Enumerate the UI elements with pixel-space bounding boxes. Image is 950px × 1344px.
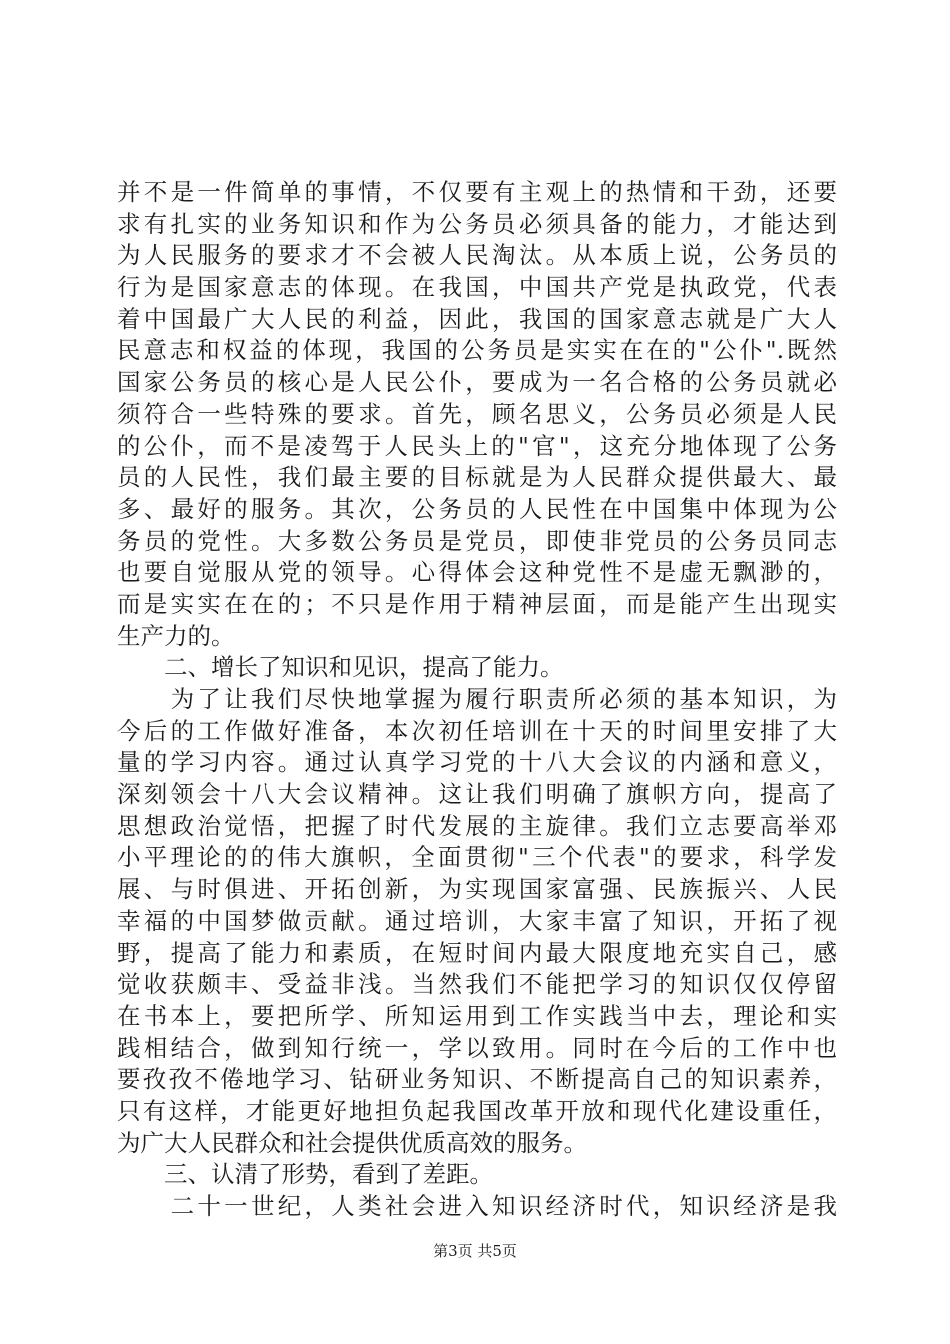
text-line: 只有这样，才能更好地担负起我国改革开放和现代化建设重任， bbox=[117, 1096, 837, 1125]
text-line: 深刻领会十八大会议精神。这让我们明确了旗帜方向，提高了 bbox=[117, 780, 837, 809]
text-line: 觉收获颇丰、受益非浅。当然我们不能把学习的知识仅仅停留 bbox=[117, 970, 837, 999]
text-line: 国家公务员的核心是人民公仆，要成为一名合格的公务员就必 bbox=[117, 368, 837, 397]
text-line: 为了让我们尽快地掌握为履行职责所必须的基本知识，为 bbox=[117, 685, 837, 713]
body-text bbox=[117, 177, 837, 1223]
text-line: 也要自觉服从党的领导。心得体会这种党性不是虚无飘渺的， bbox=[117, 558, 837, 587]
text-line: 员的人民性，我们最主要的目标就是为人民群众提供最大、最 bbox=[117, 463, 837, 492]
page-number: 第3页 共5页 bbox=[433, 1242, 517, 1260]
text-line: 民意志和权益的体现，我国的公务员是实实在在的"公仆".既然 bbox=[117, 336, 837, 365]
section-heading: 二、增长了知识和见识，提高了能力。 bbox=[117, 653, 564, 682]
text-line: 幸福的中国梦做贡献。通过培训，大家丰富了知识，开拓了视 bbox=[117, 906, 837, 935]
text-line: 思想政治觉悟，把握了时代发展的主旋律。我们立志要高举邓 bbox=[117, 811, 837, 840]
text-line: 为人民服务的要求才不会被人民淘汰。从本质上说，公务员的 bbox=[117, 241, 837, 270]
text-line: 须符合一些特殊的要求。首先，顾名思义，公务员必须是人民 bbox=[117, 399, 837, 428]
text-line: 的公仆，而不是凌驾于人民头上的"官"，这充分地体现了公务 bbox=[117, 431, 837, 460]
paragraph-end-line: 为广大人民群众和社会提供优质高效的服务。 bbox=[117, 1128, 587, 1157]
text-line: 多、最好的服务。其次，公务员的人民性在中国集中体现为公 bbox=[117, 494, 837, 523]
text-line: 野，提高了能力和素质，在短时间内最大限度地充实自己，感 bbox=[117, 938, 837, 967]
text-line: 在书本上，要把所学、所知运用到工作实践当中去，理论和实 bbox=[117, 1001, 837, 1030]
text-line: 并不是一件简单的事情，不仅要有主观上的热情和干劲，还要 bbox=[117, 178, 837, 206]
text-line: 小平理论的的伟大旗帜，全面贯彻"三个代表"的要求，科学发 bbox=[117, 843, 837, 872]
text-line: 量的学习内容。通过认真学习党的十八大会议的内涵和意义， bbox=[117, 748, 837, 777]
text-line: 着中国最广大人民的利益，因此，我国的国家意志就是广大人 bbox=[117, 304, 837, 333]
text-line: 求有扎实的业务知识和作为公务员必须具备的能力，才能达到 bbox=[117, 209, 837, 238]
text-line: 而是实实在在的；不只是作用于精神层面，而是能产生出现实 bbox=[117, 589, 837, 618]
paragraph-end-line: 生产力的。 bbox=[117, 621, 235, 650]
text-line: 展、与时俱进、开拓创新，为实现国家富强、民族振兴、人民 bbox=[117, 875, 837, 904]
text-line: 践相结合，做到知行统一，学以致用。同时在今后的工作中也 bbox=[117, 1033, 837, 1062]
section-heading: 三、认清了形势，看到了差距。 bbox=[117, 1160, 493, 1189]
text-line: 要孜孜不倦地学习、钻研业务知识、不断提高自己的知识素养， bbox=[117, 1065, 837, 1094]
text-line: 今后的工作做好准备，本次初任培训在十天的时间里安排了大 bbox=[117, 716, 837, 745]
text-line: 务员的党性。大多数公务员是党员，即使非党员的公务员同志 bbox=[117, 526, 837, 555]
text-line: 二十一世纪，人类社会进入知识经济时代，知识经济是我 bbox=[117, 1192, 837, 1220]
text-line: 行为是国家意志的体现。在我国，中国共产党是执政党，代表 bbox=[117, 273, 837, 302]
